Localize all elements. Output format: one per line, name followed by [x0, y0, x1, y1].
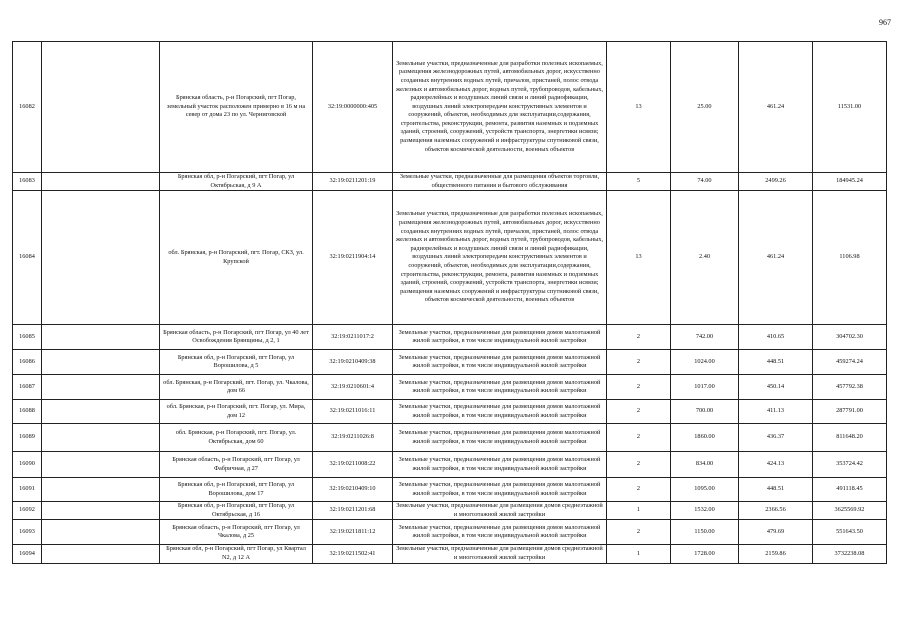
row-number-cell: 16087 [13, 375, 42, 400]
specific-value-cell: 479.69 [739, 520, 813, 545]
area-cell: 1150.00 [671, 520, 739, 545]
cadastral-value-cell: 551643.50 [813, 520, 887, 545]
empty-cell [42, 520, 160, 545]
cadastral-number-cell: 32:19:0210409:10 [313, 478, 393, 502]
use-code-cell: 2 [607, 325, 671, 350]
specific-value-cell: 424.13 [739, 452, 813, 478]
page-number: 967 [879, 18, 891, 27]
empty-cell [42, 42, 160, 173]
table-row [13, 478, 887, 502]
empty-cell [42, 478, 160, 502]
empty-cell [42, 350, 160, 375]
cadastral-value-cell: 184945.24 [813, 173, 887, 191]
cadastral-value-cell: 459274.24 [813, 350, 887, 375]
cadastral-number-cell: 32:19:0211016:11 [313, 400, 393, 424]
empty-cell [42, 191, 160, 325]
address-cell: Брянская обл, р-н Погарский, пгт Погар, ул Октябрьская, д 16 [160, 502, 313, 520]
empty-cell [42, 452, 160, 478]
row-number-cell: 16089 [13, 424, 42, 452]
address-cell: обл. Брянская, р-н Погарский, пгт. Погар, ул. Чкалова, дом 66 [160, 375, 313, 400]
cadastral-number-cell: 32:19:0210601:4 [313, 375, 393, 400]
area-cell: 1728.00 [671, 545, 739, 563]
cadastral-number-cell: 32:19:0000000:405 [313, 42, 393, 173]
cadastral-value-cell: 287791.00 [813, 400, 887, 424]
empty-cell [42, 375, 160, 400]
row-number-cell: 16092 [13, 502, 42, 520]
empty-cell [42, 400, 160, 424]
address-cell: обл. Брянская, р-н Погарский, пгт. Погар, ул. Октябрьская, дом 60 [160, 424, 313, 452]
use-code-cell: 13 [607, 191, 671, 325]
address-cell: Брянская область, р-н Погарский, пгт Погар, ул Чкалова, д 25 [160, 520, 313, 545]
cadastral-number-cell: 32:19:0211026:8 [313, 424, 393, 452]
row-number-cell: 16088 [13, 400, 42, 424]
table-row [13, 545, 887, 563]
area-cell: 834.00 [671, 452, 739, 478]
use-code-cell: 2 [607, 375, 671, 400]
empty-cell [42, 545, 160, 563]
cadastral-number-cell: 32:19:0211017:2 [313, 325, 393, 350]
use-code-cell: 2 [607, 400, 671, 424]
address-cell: Брянская обл, р-н Погарский, пгт Погар, ул Квартал N2, д 12 А [160, 545, 313, 563]
cadastral-number-cell: 32:19:0211201:19 [313, 173, 393, 191]
cadastral-number-cell: 32:19:0210409:38 [313, 350, 393, 375]
area-cell: 1017.00 [671, 375, 739, 400]
cadastral-value-cell: 3732238.08 [813, 545, 887, 563]
row-number-cell: 16082 [13, 42, 42, 173]
land-use-cell: Земельные участки, предназначенные для размещения домов малоэтажной жилой застройки, в том числе индивидуальной жилой застройки [393, 400, 607, 424]
empty-cell [42, 502, 160, 520]
cadastral-value-cell: 457792.38 [813, 375, 887, 400]
specific-value-cell: 448.51 [739, 478, 813, 502]
row-number-cell: 16084 [13, 191, 42, 325]
cadastral-value-cell: 304702.30 [813, 325, 887, 350]
land-use-cell: Земельные участки, предназначенные для размещения домов среднеэтажной и многоэтажной жилой застройки [393, 502, 607, 520]
table-row [13, 173, 887, 191]
table-row [13, 191, 887, 325]
specific-value-cell: 410.65 [739, 325, 813, 350]
cadastral-number-cell: 32:19:0211502:41 [313, 545, 393, 563]
specific-value-cell: 436.37 [739, 424, 813, 452]
area-cell: 1532.00 [671, 502, 739, 520]
empty-cell [42, 424, 160, 452]
row-number-cell: 16086 [13, 350, 42, 375]
table-row [13, 424, 887, 452]
area-cell: 1095.00 [671, 478, 739, 502]
area-cell: 1024.00 [671, 350, 739, 375]
cadastral-number-cell: 32:19:0211008:22 [313, 452, 393, 478]
cadastral-value-cell: 491118.45 [813, 478, 887, 502]
specific-value-cell: 448.51 [739, 350, 813, 375]
area-cell: 2.40 [671, 191, 739, 325]
land-use-cell: Земельные участки, предназначенные для размещения домов среднеэтажной и многоэтажной жилой застройки [393, 545, 607, 563]
cadastral-value-cell: 1106.98 [813, 191, 887, 325]
specific-value-cell: 2499.26 [739, 173, 813, 191]
table-row [13, 520, 887, 545]
row-number-cell: 16091 [13, 478, 42, 502]
land-use-cell: Земельные участки, предназначенные для размещения домов малоэтажной жилой застройки, в том числе индивидуальной жилой застройки [393, 452, 607, 478]
cadastral-register-table [12, 41, 887, 564]
cadastral-value-cell: 811648.20 [813, 424, 887, 452]
table-row [13, 350, 887, 375]
cadastral-value-cell: 353724.42 [813, 452, 887, 478]
table-body [13, 42, 887, 564]
table-row [13, 502, 887, 520]
address-cell: Брянская обл, р-н Погарский, пгт Погар, ул Ворошилова, д 5 [160, 350, 313, 375]
land-use-cell: Земельные участки, предназначенные для разработки полезных ископаемых, размещения железнодорожных путей, автомобильных дорог, искусственно созданных внутренних водных путей, причалов, пристаней, полос отвода железных и автомобильных дорог, водных путей, трубопроводов, кабельных, радиорелейных и воздушных линий связи и линий радиофикации, воздушных линий электропередачи конструктивных элементов и сооружений, объектов, необходимых для эксплуатации,содержания, строительства, реконструкции, ремонта, развития наземных и подземных зданий, строений, сооружений, устройств транспорта, энергетики исвязи; размещения наземных сооружений и инфраструктуры спутниковой связи, объектов космической деятельности, военных объектов [393, 42, 607, 173]
table-row [13, 42, 887, 173]
row-number-cell: 16083 [13, 173, 42, 191]
use-code-cell: 2 [607, 424, 671, 452]
land-use-cell: Земельные участки, предназначенные для размещения домов малоэтажной жилой застройки, в том числе индивидуальной жилой застройки [393, 520, 607, 545]
table-row [13, 325, 887, 350]
address-cell: обл. Брянская, р-н Погарский, пгт. Погар, СКЗ, ул. Крупской [160, 191, 313, 325]
cadastral-number-cell: 32:19:0211201:68 [313, 502, 393, 520]
area-cell: 74.00 [671, 173, 739, 191]
cadastral-number-cell: 32:19:0211811:12 [313, 520, 393, 545]
table-row [13, 400, 887, 424]
land-use-cell: Земельные участки, предназначенные для размещения домов малоэтажной жилой застройки, в том числе индивидуальной жилой застройки [393, 424, 607, 452]
area-cell: 700.00 [671, 400, 739, 424]
specific-value-cell: 411.13 [739, 400, 813, 424]
land-use-cell: Земельные участки, предназначенные для размещения домов малоэтажной жилой застройки, в том числе индивидуальной жилой застройки [393, 350, 607, 375]
row-number-cell: 16093 [13, 520, 42, 545]
use-code-cell: 2 [607, 452, 671, 478]
use-code-cell: 2 [607, 350, 671, 375]
use-code-cell: 1 [607, 502, 671, 520]
cadastral-value-cell: 3625569.92 [813, 502, 887, 520]
address-cell: Брянская область, р-н Погарский, пгт Погар, земельный участок расположен примерно в 16 м на север от дома 23 по ул. Черниговской [160, 42, 313, 173]
use-code-cell: 13 [607, 42, 671, 173]
use-code-cell: 5 [607, 173, 671, 191]
land-use-cell: Земельные участки, предназначенные для размещения домов малоэтажной жилой застройки, в том числе индивидуальной жилой застройки [393, 478, 607, 502]
specific-value-cell: 2159.86 [739, 545, 813, 563]
land-use-cell: Земельные участки, предназначенные для размещения домов малоэтажной жилой застройки, в том числе индивидуальной жилой застройки [393, 375, 607, 400]
cadastral-number-cell: 32:19:0211904:14 [313, 191, 393, 325]
specific-value-cell: 461.24 [739, 191, 813, 325]
specific-value-cell: 461.24 [739, 42, 813, 173]
use-code-cell: 1 [607, 545, 671, 563]
area-cell: 742.00 [671, 325, 739, 350]
address-cell: Брянская область, р-н Погарский, пгт Погар, ул 40 лет Освобождения Брянщины, д 2, 1 [160, 325, 313, 350]
address-cell: обл. Брянская, р-н Погарский, пгт. Погар, ул. Мира, дом 12 [160, 400, 313, 424]
area-cell: 25.00 [671, 42, 739, 173]
land-use-cell: Земельные участки, предназначенные для разработки полезных ископаемых, размещения железнодорожных путей, автомобильных дорог, искусственно созданных внутренних водных путей, причалов, пристаней, полос отвода железных и автомобильных дорог, водных путей, трубопроводов, кабельных, радиорелейных и воздушных линий связи и линий радиофикации, воздушных линий электропередачи конструктивных элементов и сооружений, объектов, необходимых для эксплуатации,содержания, строительства, реконструкции, ремонта, развития наземных и подземных зданий, строений, сооружений, устройств транспорта, энергетики исвязи; размещения наземных сооружений и инфраструктуры спутниковой связи, объектов космической деятельности, военных объектов [393, 191, 607, 325]
table-row [13, 375, 887, 400]
empty-cell [42, 325, 160, 350]
land-use-cell: Земельные участки, предназначенные для размещения объектов торговли, общественного питания и бытового обслуживания [393, 173, 607, 191]
empty-cell [42, 173, 160, 191]
address-cell: Брянская область, р-н Погарский, пгт Погар, ул Фабричная, д 27 [160, 452, 313, 478]
row-number-cell: 16090 [13, 452, 42, 478]
table-row [13, 452, 887, 478]
cadastral-value-cell: 11531.00 [813, 42, 887, 173]
use-code-cell: 2 [607, 520, 671, 545]
area-cell: 1860.00 [671, 424, 739, 452]
address-cell: Брянская обл, р-н Погарский, пгт Погар, ул Ворошилова, дом 17 [160, 478, 313, 502]
use-code-cell: 2 [607, 478, 671, 502]
specific-value-cell: 450.14 [739, 375, 813, 400]
land-use-cell: Земельные участки, предназначенные для размещения домов малоэтажной жилой застройки, в том числе индивидуальной жилой застройки [393, 325, 607, 350]
specific-value-cell: 2366.56 [739, 502, 813, 520]
address-cell: Брянская обл, р-н Погарский, пгт Погар, ул Октябрьская, д 9 А [160, 173, 313, 191]
row-number-cell: 16085 [13, 325, 42, 350]
row-number-cell: 16094 [13, 545, 42, 563]
